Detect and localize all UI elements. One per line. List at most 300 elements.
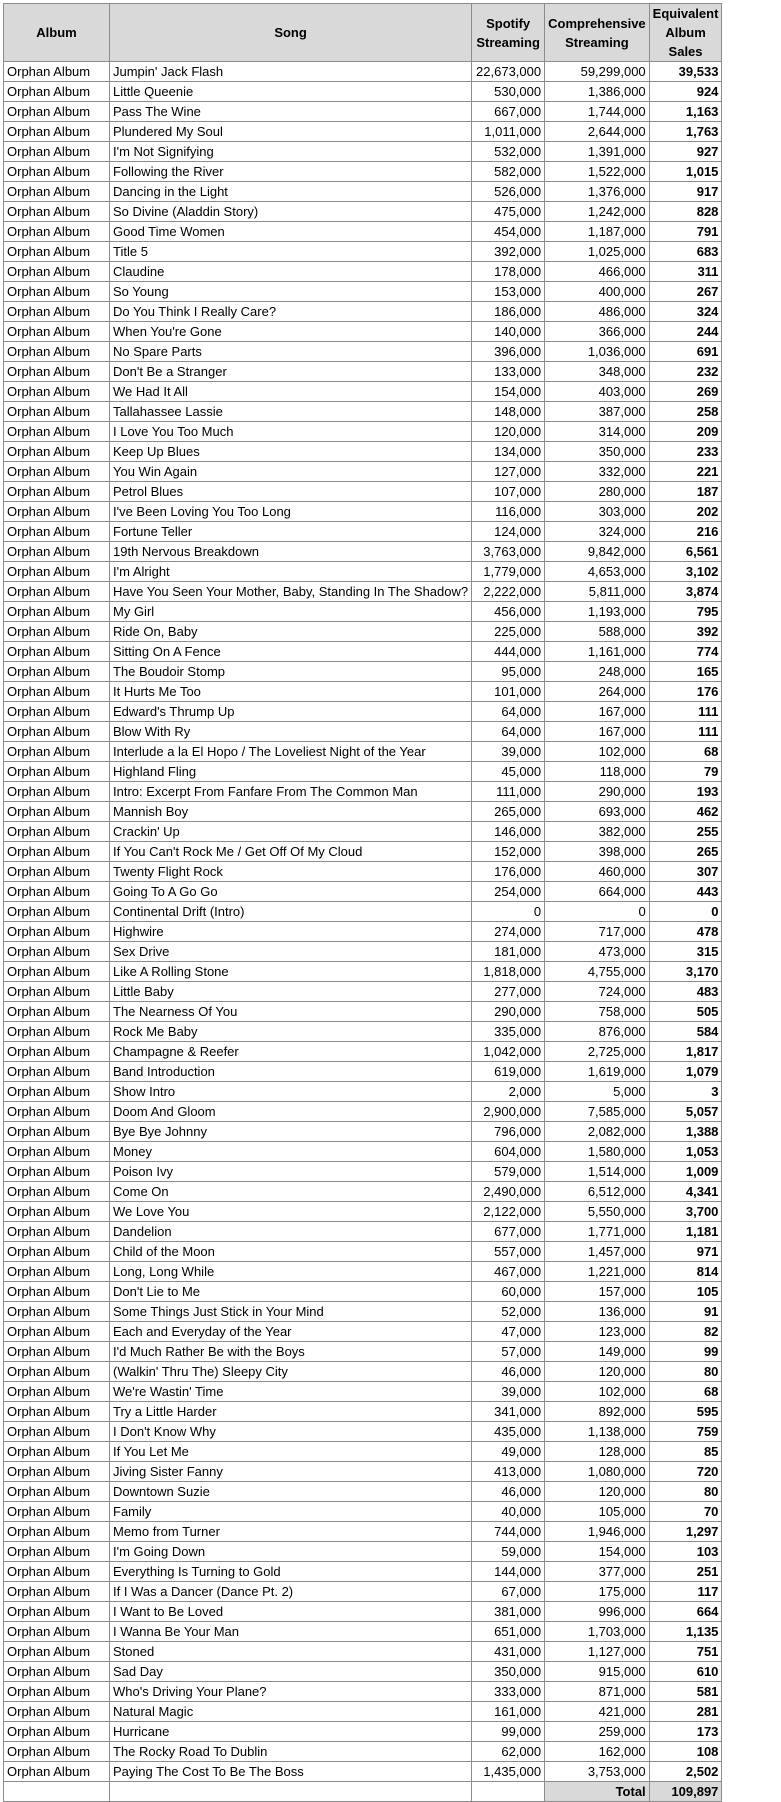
- cell-spotify-streaming: 133,000: [472, 362, 545, 382]
- cell-album: Orphan Album: [4, 1522, 110, 1542]
- cell-spotify-streaming: 46,000: [472, 1482, 545, 1502]
- cell-spotify-streaming: 341,000: [472, 1402, 545, 1422]
- cell-song: Little Baby: [110, 982, 472, 1002]
- cell-comprehensive-streaming: 348,000: [545, 362, 650, 382]
- cell-album: Orphan Album: [4, 802, 110, 822]
- cell-song: The Rocky Road To Dublin: [110, 1742, 472, 1762]
- cell-song: Ride On, Baby: [110, 622, 472, 642]
- cell-album: Orphan Album: [4, 1202, 110, 1222]
- cell-equivalent-album-sales: 165: [649, 662, 722, 682]
- cell-album: Orphan Album: [4, 1482, 110, 1502]
- cell-equivalent-album-sales: 3,170: [649, 962, 722, 982]
- table-row: [4, 862, 722, 882]
- cell-song: Dandelion: [110, 1222, 472, 1242]
- cell-comprehensive-streaming: 102,000: [545, 742, 650, 762]
- cell-song: I Love You Too Much: [110, 422, 472, 442]
- header-row: [4, 4, 722, 62]
- cell-equivalent-album-sales: 193: [649, 782, 722, 802]
- cell-spotify-streaming: 1,435,000: [472, 1762, 545, 1782]
- cell-equivalent-album-sales: 691: [649, 342, 722, 362]
- cell-comprehensive-streaming: 1,514,000: [545, 1162, 650, 1182]
- cell-spotify-streaming: 381,000: [472, 1602, 545, 1622]
- table-row: [4, 482, 722, 502]
- cell-album: Orphan Album: [4, 762, 110, 782]
- cell-spotify-streaming: 62,000: [472, 1742, 545, 1762]
- cell-spotify-streaming: 3,763,000: [472, 542, 545, 562]
- cell-equivalent-album-sales: 3: [649, 1082, 722, 1102]
- table-row: [4, 1482, 722, 1502]
- cell-spotify-streaming: 431,000: [472, 1642, 545, 1662]
- cell-comprehensive-streaming: 9,842,000: [545, 542, 650, 562]
- cell-song: Family: [110, 1502, 472, 1522]
- cell-album: Orphan Album: [4, 1582, 110, 1602]
- cell-album: Orphan Album: [4, 1462, 110, 1482]
- table-row: [4, 1442, 722, 1462]
- cell-song: Long, Long While: [110, 1262, 472, 1282]
- cell-comprehensive-streaming: 466,000: [545, 262, 650, 282]
- cell-equivalent-album-sales: 814: [649, 1262, 722, 1282]
- table-row: [4, 1102, 722, 1122]
- table-row: [4, 1702, 722, 1722]
- cell-comprehensive-streaming: 664,000: [545, 882, 650, 902]
- cell-comprehensive-streaming: 758,000: [545, 1002, 650, 1022]
- cell-spotify-streaming: 456,000: [472, 602, 545, 622]
- cell-spotify-streaming: 2,900,000: [472, 1102, 545, 1122]
- cell-equivalent-album-sales: 108: [649, 1742, 722, 1762]
- cell-spotify-streaming: 392,000: [472, 242, 545, 262]
- cell-comprehensive-streaming: 876,000: [545, 1022, 650, 1042]
- cell-album: Orphan Album: [4, 1002, 110, 1022]
- cell-equivalent-album-sales: 443: [649, 882, 722, 902]
- cell-album: Orphan Album: [4, 222, 110, 242]
- table-row: [4, 1122, 722, 1142]
- cell-song: Poison Ivy: [110, 1162, 472, 1182]
- table-row: [4, 1062, 722, 1082]
- table-row: [4, 662, 722, 682]
- cell-comprehensive-streaming: 167,000: [545, 722, 650, 742]
- cell-spotify-streaming: 467,000: [472, 1262, 545, 1282]
- table-row: [4, 922, 722, 942]
- cell-song: Rock Me Baby: [110, 1022, 472, 1042]
- cell-album: Orphan Album: [4, 1722, 110, 1742]
- cell-equivalent-album-sales: 281: [649, 1702, 722, 1722]
- cell-song: Money: [110, 1142, 472, 1162]
- cell-spotify-streaming: 532,000: [472, 142, 545, 162]
- cell-album: Orphan Album: [4, 622, 110, 642]
- cell-song: We Love You: [110, 1202, 472, 1222]
- cell-comprehensive-streaming: 350,000: [545, 442, 650, 462]
- cell-equivalent-album-sales: 85: [649, 1442, 722, 1462]
- cell-equivalent-album-sales: 111: [649, 722, 722, 742]
- total-spacer-spotify: [472, 1782, 545, 1802]
- cell-equivalent-album-sales: 683: [649, 242, 722, 262]
- table-row: [4, 1422, 722, 1442]
- cell-equivalent-album-sales: 3,874: [649, 582, 722, 602]
- cell-album: Orphan Album: [4, 1242, 110, 1262]
- table-row: [4, 942, 722, 962]
- cell-album: Orphan Album: [4, 1422, 110, 1442]
- cell-comprehensive-streaming: 105,000: [545, 1502, 650, 1522]
- total-label: Total: [545, 1782, 650, 1802]
- cell-comprehensive-streaming: 724,000: [545, 982, 650, 1002]
- cell-spotify-streaming: 99,000: [472, 1722, 545, 1742]
- cell-spotify-streaming: 744,000: [472, 1522, 545, 1542]
- cell-album: Orphan Album: [4, 562, 110, 582]
- cell-spotify-streaming: 413,000: [472, 1462, 545, 1482]
- table-row: [4, 1382, 722, 1402]
- cell-song: Doom And Gloom: [110, 1102, 472, 1122]
- cell-album: Orphan Album: [4, 682, 110, 702]
- cell-album: Orphan Album: [4, 1042, 110, 1062]
- cell-album: Orphan Album: [4, 582, 110, 602]
- cell-album: Orphan Album: [4, 102, 110, 122]
- cell-comprehensive-streaming: 0: [545, 902, 650, 922]
- cell-equivalent-album-sales: 269: [649, 382, 722, 402]
- cell-song: Downtown Suzie: [110, 1482, 472, 1502]
- table-row: [4, 162, 722, 182]
- cell-equivalent-album-sales: 791: [649, 222, 722, 242]
- cell-equivalent-album-sales: 1,009: [649, 1162, 722, 1182]
- cell-spotify-streaming: 454,000: [472, 222, 545, 242]
- album-sales-table: [3, 3, 722, 1802]
- cell-album: Orphan Album: [4, 662, 110, 682]
- header-equivalent-album-sales: Equivalent Album Sales: [649, 4, 722, 62]
- cell-album: Orphan Album: [4, 602, 110, 622]
- table-row: [4, 62, 722, 82]
- cell-album: Orphan Album: [4, 882, 110, 902]
- cell-song: Claudine: [110, 262, 472, 282]
- cell-album: Orphan Album: [4, 862, 110, 882]
- cell-equivalent-album-sales: 111: [649, 702, 722, 722]
- cell-equivalent-album-sales: 828: [649, 202, 722, 222]
- cell-equivalent-album-sales: 233: [649, 442, 722, 462]
- table-row: [4, 902, 722, 922]
- cell-spotify-streaming: 225,000: [472, 622, 545, 642]
- cell-equivalent-album-sales: 478: [649, 922, 722, 942]
- table-row: [4, 682, 722, 702]
- cell-album: Orphan Album: [4, 142, 110, 162]
- cell-comprehensive-streaming: 398,000: [545, 842, 650, 862]
- cell-song: I'm Alright: [110, 562, 472, 582]
- cell-album: Orphan Album: [4, 1022, 110, 1042]
- cell-spotify-streaming: 176,000: [472, 862, 545, 882]
- cell-comprehensive-streaming: 1,771,000: [545, 1222, 650, 1242]
- cell-song: Highland Fling: [110, 762, 472, 782]
- table-row: [4, 822, 722, 842]
- cell-spotify-streaming: 475,000: [472, 202, 545, 222]
- cell-song: My Girl: [110, 602, 472, 622]
- cell-equivalent-album-sales: 244: [649, 322, 722, 342]
- total-spacer-song: [110, 1782, 472, 1802]
- cell-album: Orphan Album: [4, 1362, 110, 1382]
- cell-song: Keep Up Blues: [110, 442, 472, 462]
- cell-song: The Nearness Of You: [110, 1002, 472, 1022]
- cell-album: Orphan Album: [4, 242, 110, 262]
- cell-equivalent-album-sales: 1,763: [649, 122, 722, 142]
- cell-equivalent-album-sales: 255: [649, 822, 722, 842]
- table-row: [4, 1602, 722, 1622]
- table-row: [4, 122, 722, 142]
- cell-album: Orphan Album: [4, 982, 110, 1002]
- cell-spotify-streaming: 557,000: [472, 1242, 545, 1262]
- cell-song: Title 5: [110, 242, 472, 262]
- cell-song: Jiving Sister Fanny: [110, 1462, 472, 1482]
- cell-equivalent-album-sales: 68: [649, 1382, 722, 1402]
- cell-equivalent-album-sales: 462: [649, 802, 722, 822]
- table-row: [4, 1662, 722, 1682]
- cell-song: If I Was a Dancer (Dance Pt. 2): [110, 1582, 472, 1602]
- cell-album: Orphan Album: [4, 1322, 110, 1342]
- cell-equivalent-album-sales: 751: [649, 1642, 722, 1662]
- cell-comprehensive-streaming: 290,000: [545, 782, 650, 802]
- cell-album: Orphan Album: [4, 202, 110, 222]
- cell-spotify-streaming: 335,000: [472, 1022, 545, 1042]
- cell-equivalent-album-sales: 251: [649, 1562, 722, 1582]
- table-row: [4, 262, 722, 282]
- cell-comprehensive-streaming: 264,000: [545, 682, 650, 702]
- cell-comprehensive-streaming: 154,000: [545, 1542, 650, 1562]
- cell-album: Orphan Album: [4, 362, 110, 382]
- cell-comprehensive-streaming: 7,585,000: [545, 1102, 650, 1122]
- cell-song: Come On: [110, 1182, 472, 1202]
- cell-equivalent-album-sales: 82: [649, 1322, 722, 1342]
- cell-spotify-streaming: 39,000: [472, 1382, 545, 1402]
- cell-spotify-streaming: 1,042,000: [472, 1042, 545, 1062]
- cell-song: Band Introduction: [110, 1062, 472, 1082]
- table-row: [4, 542, 722, 562]
- table-row: [4, 782, 722, 802]
- cell-comprehensive-streaming: 2,082,000: [545, 1122, 650, 1142]
- cell-album: Orphan Album: [4, 1162, 110, 1182]
- cell-album: Orphan Album: [4, 1262, 110, 1282]
- cell-comprehensive-streaming: 5,550,000: [545, 1202, 650, 1222]
- table-row: [4, 142, 722, 162]
- cell-song: Petrol Blues: [110, 482, 472, 502]
- cell-album: Orphan Album: [4, 342, 110, 362]
- cell-album: Orphan Album: [4, 1402, 110, 1422]
- cell-album: Orphan Album: [4, 462, 110, 482]
- cell-comprehensive-streaming: 120,000: [545, 1482, 650, 1502]
- table-row: [4, 1722, 722, 1742]
- table-row: [4, 1762, 722, 1782]
- cell-album: Orphan Album: [4, 482, 110, 502]
- cell-equivalent-album-sales: 232: [649, 362, 722, 382]
- cell-album: Orphan Album: [4, 1082, 110, 1102]
- cell-song: I'm Going Down: [110, 1542, 472, 1562]
- table-row: [4, 1182, 722, 1202]
- cell-comprehensive-streaming: 2,725,000: [545, 1042, 650, 1062]
- cell-comprehensive-streaming: 248,000: [545, 662, 650, 682]
- cell-spotify-streaming: 579,000: [472, 1162, 545, 1182]
- cell-comprehensive-streaming: 1,391,000: [545, 142, 650, 162]
- cell-song: Highwire: [110, 922, 472, 942]
- cell-song: (Walkin' Thru The) Sleepy City: [110, 1362, 472, 1382]
- cell-spotify-streaming: 265,000: [472, 802, 545, 822]
- cell-comprehensive-streaming: 314,000: [545, 422, 650, 442]
- cell-album: Orphan Album: [4, 1622, 110, 1642]
- cell-comprehensive-streaming: 400,000: [545, 282, 650, 302]
- cell-album: Orphan Album: [4, 1602, 110, 1622]
- table-row: [4, 602, 722, 622]
- cell-spotify-streaming: 52,000: [472, 1302, 545, 1322]
- cell-equivalent-album-sales: 4,341: [649, 1182, 722, 1202]
- cell-equivalent-album-sales: 1,388: [649, 1122, 722, 1142]
- cell-equivalent-album-sales: 1,181: [649, 1222, 722, 1242]
- cell-song: No Spare Parts: [110, 342, 472, 362]
- table-row: [4, 962, 722, 982]
- cell-equivalent-album-sales: 80: [649, 1362, 722, 1382]
- cell-song: Dancing in the Light: [110, 182, 472, 202]
- cell-spotify-streaming: 60,000: [472, 1282, 545, 1302]
- cell-album: Orphan Album: [4, 922, 110, 942]
- table-row: [4, 1042, 722, 1062]
- cell-comprehensive-streaming: 332,000: [545, 462, 650, 482]
- cell-comprehensive-streaming: 1,242,000: [545, 202, 650, 222]
- table-row: [4, 1362, 722, 1382]
- cell-spotify-streaming: 148,000: [472, 402, 545, 422]
- cell-comprehensive-streaming: 128,000: [545, 1442, 650, 1462]
- cell-album: Orphan Album: [4, 402, 110, 422]
- cell-song: I Don't Know Why: [110, 1422, 472, 1442]
- table-row: [4, 1402, 722, 1422]
- table-row: [4, 282, 722, 302]
- cell-song: Plundered My Soul: [110, 122, 472, 142]
- table-row: [4, 1502, 722, 1522]
- cell-equivalent-album-sales: 927: [649, 142, 722, 162]
- cell-album: Orphan Album: [4, 702, 110, 722]
- cell-spotify-streaming: 2,122,000: [472, 1202, 545, 1222]
- cell-song: Do You Think I Really Care?: [110, 302, 472, 322]
- cell-comprehensive-streaming: 377,000: [545, 1562, 650, 1582]
- cell-equivalent-album-sales: 595: [649, 1402, 722, 1422]
- cell-comprehensive-streaming: 157,000: [545, 1282, 650, 1302]
- cell-equivalent-album-sales: 221: [649, 462, 722, 482]
- cell-album: Orphan Album: [4, 1342, 110, 1362]
- table-row: [4, 242, 722, 262]
- cell-comprehensive-streaming: 2,644,000: [545, 122, 650, 142]
- cell-spotify-streaming: 530,000: [472, 82, 545, 102]
- table-row: [4, 1322, 722, 1342]
- cell-album: Orphan Album: [4, 1122, 110, 1142]
- table-row: [4, 742, 722, 762]
- cell-equivalent-album-sales: 216: [649, 522, 722, 542]
- cell-equivalent-album-sales: 392: [649, 622, 722, 642]
- cell-equivalent-album-sales: 1,135: [649, 1622, 722, 1642]
- cell-equivalent-album-sales: 1,817: [649, 1042, 722, 1062]
- cell-equivalent-album-sales: 1,079: [649, 1062, 722, 1082]
- cell-equivalent-album-sales: 720: [649, 1462, 722, 1482]
- cell-spotify-streaming: 67,000: [472, 1582, 545, 1602]
- table-header: [4, 4, 722, 62]
- cell-comprehensive-streaming: 1,619,000: [545, 1062, 650, 1082]
- cell-spotify-streaming: 154,000: [472, 382, 545, 402]
- cell-album: Orphan Album: [4, 182, 110, 202]
- cell-comprehensive-streaming: 366,000: [545, 322, 650, 342]
- cell-song: Have You Seen Your Mother, Baby, Standing In The Shadow?: [110, 582, 472, 602]
- cell-comprehensive-streaming: 892,000: [545, 1402, 650, 1422]
- cell-spotify-streaming: 277,000: [472, 982, 545, 1002]
- cell-album: Orphan Album: [4, 302, 110, 322]
- cell-song: Hurricane: [110, 1722, 472, 1742]
- total-row: [4, 1782, 722, 1802]
- cell-equivalent-album-sales: 209: [649, 422, 722, 442]
- table-row: [4, 982, 722, 1002]
- cell-spotify-streaming: 667,000: [472, 102, 545, 122]
- cell-album: Orphan Album: [4, 962, 110, 982]
- table-row: [4, 202, 722, 222]
- cell-album: Orphan Album: [4, 1662, 110, 1682]
- cell-spotify-streaming: 2,000: [472, 1082, 545, 1102]
- table-row: [4, 442, 722, 462]
- cell-spotify-streaming: 64,000: [472, 702, 545, 722]
- cell-spotify-streaming: 161,000: [472, 1702, 545, 1722]
- cell-comprehensive-streaming: 59,299,000: [545, 62, 650, 82]
- table-row: [4, 1022, 722, 1042]
- cell-spotify-streaming: 124,000: [472, 522, 545, 542]
- cell-song: Crackin' Up: [110, 822, 472, 842]
- table-row: [4, 1682, 722, 1702]
- table-row: [4, 502, 722, 522]
- cell-spotify-streaming: 582,000: [472, 162, 545, 182]
- table-row: [4, 1642, 722, 1662]
- table-row: [4, 422, 722, 442]
- table-row: [4, 382, 722, 402]
- cell-album: Orphan Album: [4, 162, 110, 182]
- table-row: [4, 522, 722, 542]
- cell-spotify-streaming: 604,000: [472, 1142, 545, 1162]
- cell-song: Child of the Moon: [110, 1242, 472, 1262]
- cell-song: I'd Much Rather Be with the Boys: [110, 1342, 472, 1362]
- table-row: [4, 1142, 722, 1162]
- cell-equivalent-album-sales: 505: [649, 1002, 722, 1022]
- cell-spotify-streaming: 677,000: [472, 1222, 545, 1242]
- cell-equivalent-album-sales: 483: [649, 982, 722, 1002]
- cell-album: Orphan Album: [4, 1762, 110, 1782]
- cell-spotify-streaming: 45,000: [472, 762, 545, 782]
- cell-comprehensive-streaming: 136,000: [545, 1302, 650, 1322]
- cell-spotify-streaming: 57,000: [472, 1342, 545, 1362]
- cell-song: I Want to Be Loved: [110, 1602, 472, 1622]
- cell-equivalent-album-sales: 99: [649, 1342, 722, 1362]
- cell-spotify-streaming: 39,000: [472, 742, 545, 762]
- cell-album: Orphan Album: [4, 742, 110, 762]
- cell-comprehensive-streaming: 324,000: [545, 522, 650, 542]
- cell-comprehensive-streaming: 280,000: [545, 482, 650, 502]
- cell-album: Orphan Album: [4, 122, 110, 142]
- cell-album: Orphan Album: [4, 642, 110, 662]
- table-row: [4, 342, 722, 362]
- cell-comprehensive-streaming: 167,000: [545, 702, 650, 722]
- cell-album: Orphan Album: [4, 502, 110, 522]
- cell-album: Orphan Album: [4, 1742, 110, 1762]
- table-row: [4, 362, 722, 382]
- cell-comprehensive-streaming: 1,457,000: [545, 1242, 650, 1262]
- table-row: [4, 302, 722, 322]
- cell-spotify-streaming: 2,490,000: [472, 1182, 545, 1202]
- table-row: [4, 222, 722, 242]
- cell-spotify-streaming: 619,000: [472, 1062, 545, 1082]
- header-comprehensive-streaming: Comprehensive Streaming: [545, 4, 650, 62]
- cell-comprehensive-streaming: 118,000: [545, 762, 650, 782]
- cell-equivalent-album-sales: 70: [649, 1502, 722, 1522]
- table-footer: [4, 1782, 722, 1802]
- cell-equivalent-album-sales: 324: [649, 302, 722, 322]
- cell-song: Intro: Excerpt From Fanfare From The Common Man: [110, 782, 472, 802]
- table-row: [4, 1542, 722, 1562]
- cell-spotify-streaming: 178,000: [472, 262, 545, 282]
- cell-equivalent-album-sales: 187: [649, 482, 722, 502]
- table-row: [4, 622, 722, 642]
